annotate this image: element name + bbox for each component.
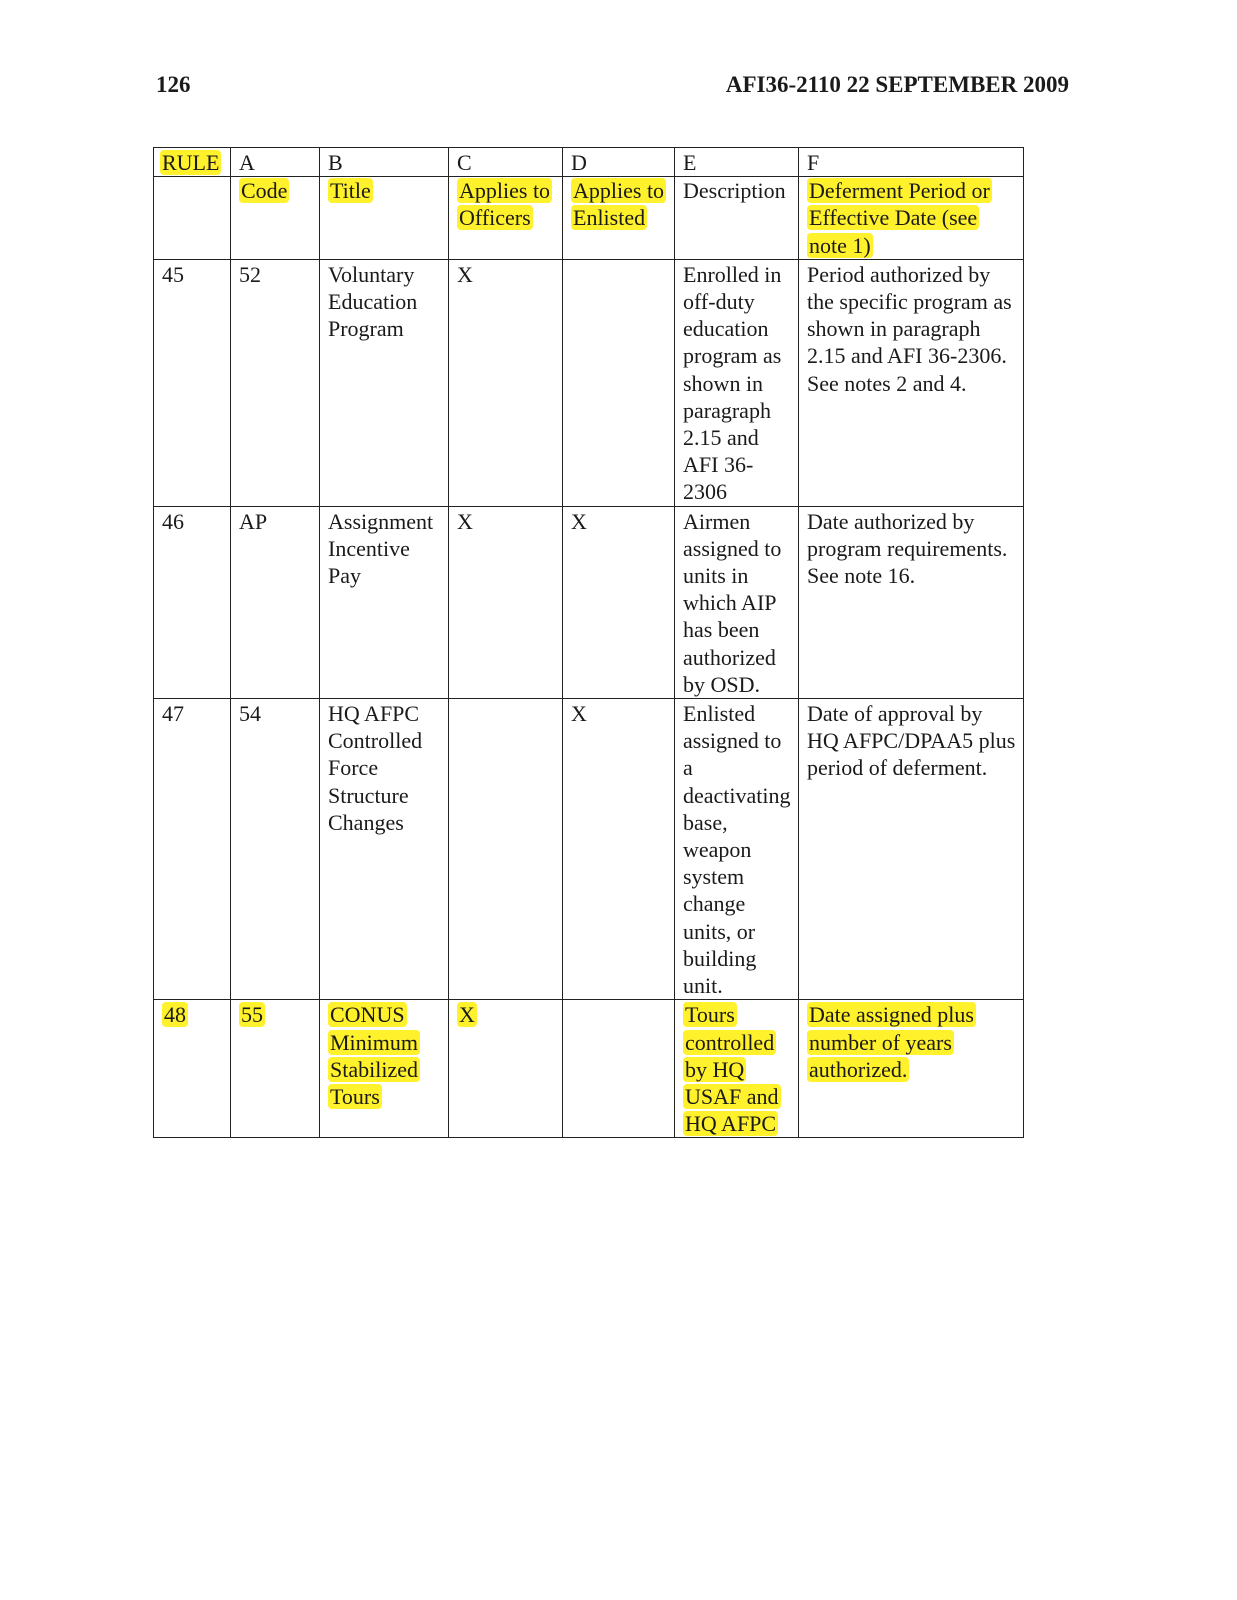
officers-cell: X [449,1000,563,1138]
title-cell: Voluntary Education Program [320,259,449,506]
rule-cell: 46 [154,506,231,698]
page-number: 126 [156,72,191,97]
deferment-rules-table [153,147,1024,1138]
title-cell: HQ AFPC Controlled Force Structure Changes [320,699,449,1000]
code-cell: AP [231,506,320,698]
column-letter-f: F [799,148,1024,177]
column-header-deferment: Deferment Period or Effective Date (see note 1) [799,177,1024,260]
column-header-title: Title [320,177,449,260]
table-row [154,699,1024,1000]
enlisted-cell: X [563,699,675,1000]
column-letter-row [154,148,1024,177]
rule-cell: 47 [154,699,231,1000]
code-cell: 55 [231,1000,320,1138]
description-cell: Enrolled in off-duty education program as shown in paragraph 2.15 and AFI 36-2306 [675,259,799,506]
table-row-highlighted [154,1000,1024,1138]
deferment-cell: Date authorized by program requirements. See note 16. [799,506,1024,698]
column-letter-d: D [563,148,675,177]
deferment-cell: Date of approval by HQ AFPC/DPAA5 plus period of deferment. [799,699,1024,1000]
title-cell: CONUS Minimum Stabilized Tours [320,1000,449,1138]
enlisted-cell [563,259,675,506]
column-letter-c: C [449,148,563,177]
description-cell: Airmen assigned to units in which AIP has been authorized by OSD. [675,506,799,698]
table-row [154,506,1024,698]
enlisted-cell [563,1000,675,1138]
officers-cell: X [449,506,563,698]
title-cell: Assignment Incentive Pay [320,506,449,698]
rule-cell: 48 [154,1000,231,1138]
deferment-cell: Period authorized by the specific program as shown in paragraph 2.15 and AFI 36-2306. See notes 2 and 4. [799,259,1024,506]
column-letter-rule: RULE [154,148,231,177]
column-header-code: Code [231,177,320,260]
column-header-rule-blank [154,177,231,260]
column-header-enlisted: Applies to Enlisted [563,177,675,260]
column-letter-e: E [675,148,799,177]
code-cell: 52 [231,259,320,506]
officers-cell: X [449,259,563,506]
column-header-description: Description [675,177,799,260]
document-header: AFI36-2110 22 SEPTEMBER 2009 [725,72,1069,97]
description-cell: Enlisted assigned to a deactivating base, weapon system change units, or building unit. [675,699,799,1000]
column-header-officers: Applies to Officers [449,177,563,260]
deferment-cell: Date assigned plus number of years authorized. [799,1000,1024,1138]
column-letter-b: B [320,148,449,177]
enlisted-cell: X [563,506,675,698]
officers-cell [449,699,563,1000]
column-header-row [154,177,1024,260]
code-cell: 54 [231,699,320,1000]
rule-cell: 45 [154,259,231,506]
table-row [154,259,1024,506]
description-cell: Tours controlled by HQ USAF and HQ AFPC [675,1000,799,1138]
column-letter-a: A [231,148,320,177]
